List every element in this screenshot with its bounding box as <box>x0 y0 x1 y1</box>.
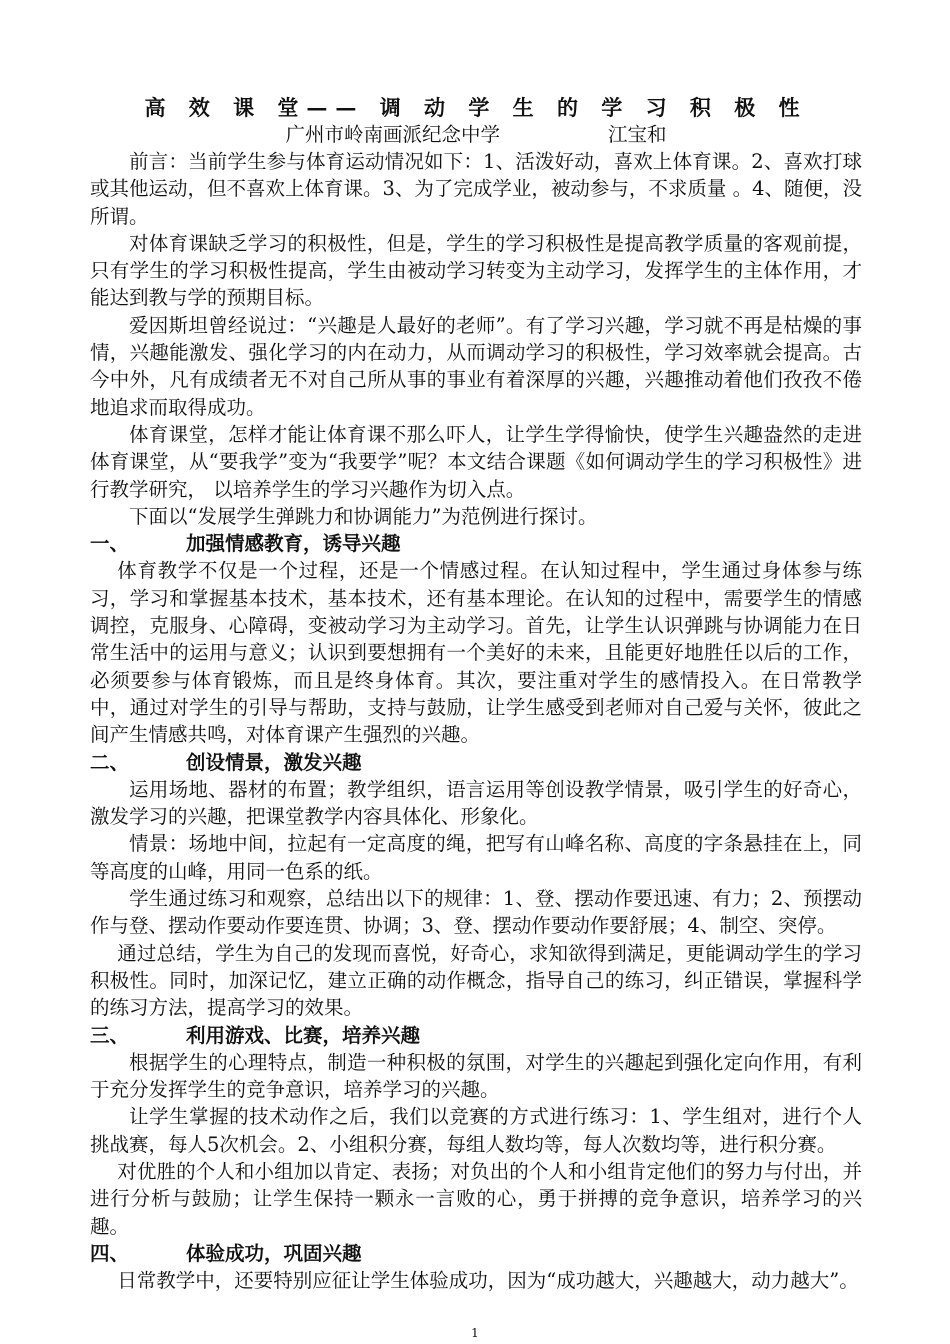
section-title: 创设情景，激发兴趣 <box>186 750 362 774</box>
section-paragraph: 运用场地、器材的布置；教学组织，语言运用等创设教学情景，吸引学生的好奇心，激发学习的兴趣，把课堂教学内容具体化、形象化。 <box>90 777 862 829</box>
document-page <box>90 94 862 1294</box>
intro-paragraph: 下面以“发展学生弹跳力和协调能力”为范例进行探讨。 <box>129 504 598 528</box>
section-number: 一、 <box>90 532 130 556</box>
intro-paragraph: 体育课堂，怎样才能让体育课不那么吓人，让学生学得愉快，使学生兴趣盎然的走进体育课堂，从“要我学”变为“我要学”呢？本文结合课题《如何调动学生的学习积极性》进行教学研究， 以培养学生的学习兴趣作为切入点。 <box>90 422 862 501</box>
section-number: 三、 <box>90 1023 130 1047</box>
section-title: 利用游戏、比赛，培养兴趣 <box>186 1023 421 1047</box>
section-heading <box>90 1022 862 1049</box>
section-heading <box>90 1240 862 1267</box>
section-paragraph: 情景：场地中间，拉起有一定高度的绳，把写有山峰名称、高度的字条悬挂在上，同等高度的山峰，用同一色系的纸。 <box>90 832 862 883</box>
section-number: 四、 <box>90 1241 130 1265</box>
section-paragraph: 对优胜的个人和小组加以肯定、表扬；对负出的个人和小组肯定他们的努力与付出，并进行分析与鼓励；让学生保持一颗永一言败的心，勇于拼搏的竞争意识，培养学习的兴趣。 <box>90 1159 862 1238</box>
section-heading <box>90 530 862 557</box>
section-title: 加强情感教育，诱导兴趣 <box>186 532 401 556</box>
section-paragraph: 日常教学中，还要特别应征让学生体验成功，因为“成功越大，兴趣越大，动力越大”。 <box>117 1269 859 1293</box>
author-name: 江宝和 <box>608 123 667 146</box>
section-paragraph: 通过总结，学生为自己的发现而喜悦，好奇心，求知欲得到满足，更能调动学生的学习积极性。同时，加深记忆，建立正确的动作概念，指导自己的练习，纠正错误，掌握科学的练习方法，提高学习的效果。 <box>90 941 862 1020</box>
section-paragraph: 学生通过练习和观察，总结出以下的规律：1、登、摆动作要迅速、有力；2、预摆动作与登、摆动作要动作要连贯、协调；3、登、摆动作要动作要舒展；4、制空、突停。 <box>90 887 862 938</box>
section-paragraph: 让学生掌握的技术动作之后，我们以竞赛的方式进行练习：1、学生组对，进行个人挑战赛，每人5次机会。2、小组积分赛，每组人数均等，每人次数均等，进行积分赛。 <box>90 1105 862 1156</box>
section-heading <box>90 749 862 776</box>
intro-paragraph: 爱因斯坦曾经说过：“兴趣是人最好的老师”。有了学习兴趣，学习就不再是枯燥的事情，兴趣能激发、强化学习的内在动力，从而调动学习的积极性，学习效率就会提高。古今中外，凡有成绩者无不对自己所从事的事业有着深厚的兴趣，兴趣推动着他们孜孜不倦地追求而取得成功。 <box>90 313 862 419</box>
section-paragraph: 根据学生的心理特点，制造一种积极的氛围，对学生的兴趣起到强化定向作用，有利于充分发挥学生的竞争意识，培养学习的兴趣。 <box>90 1050 862 1102</box>
intro-paragraph: 对体育课缺乏学习的积极性，但是，学生的学习积极性是提高教学质量的客观前提，只有学生的学习积极性提高，学生由被动学习转变为主动学习，发挥学生的主体作用，才能达到教与学的预期目标。 <box>90 231 862 310</box>
intro-paragraph: 前言：当前学生参与体育运动情况如下：1、活泼好动，喜欢上体育课。2、喜欢打球或其他运动，但不喜欢上体育课。3、为了完成学业，被动参与，不求质量 。4、随便，没所谓。 <box>90 150 863 228</box>
document-title: 高 效 课 堂—— 调 动 学 生 的 学 习 积 极 性 <box>144 95 808 120</box>
section-number: 二、 <box>90 750 130 774</box>
byline <box>90 122 862 148</box>
section-paragraph: 体育教学不仅是一个过程，还是一个情感过程。在认知过程中，学生通过身体参与练习，学习和掌握基本技术，基本技术，还有基本理论。在认知的过程中，需要学生的情感调控，克服身、心障碍，变被动学习为主动学习。首先，让学生认识弹跳与协调能力在日常生活中的运用与意义；认识到要想拥有一个美好的未来，且能更好地胜任以后的工作，必须要参与体育锻炼，而且是终身体育。其次，要注重对学生的感情投入。在日常教学中，通过对学生的引导与帮助，支持与鼓励，让学生感受到老师对自己爱与关怀，彼此之间产生情感共鸣，对体育课产生强烈的兴趣。 <box>90 559 862 747</box>
school-name: 广州市岭南画派纪念中学 <box>285 123 500 146</box>
page-number: 1 <box>471 1326 479 1340</box>
section-title: 体验成功，巩固兴趣 <box>186 1241 362 1265</box>
